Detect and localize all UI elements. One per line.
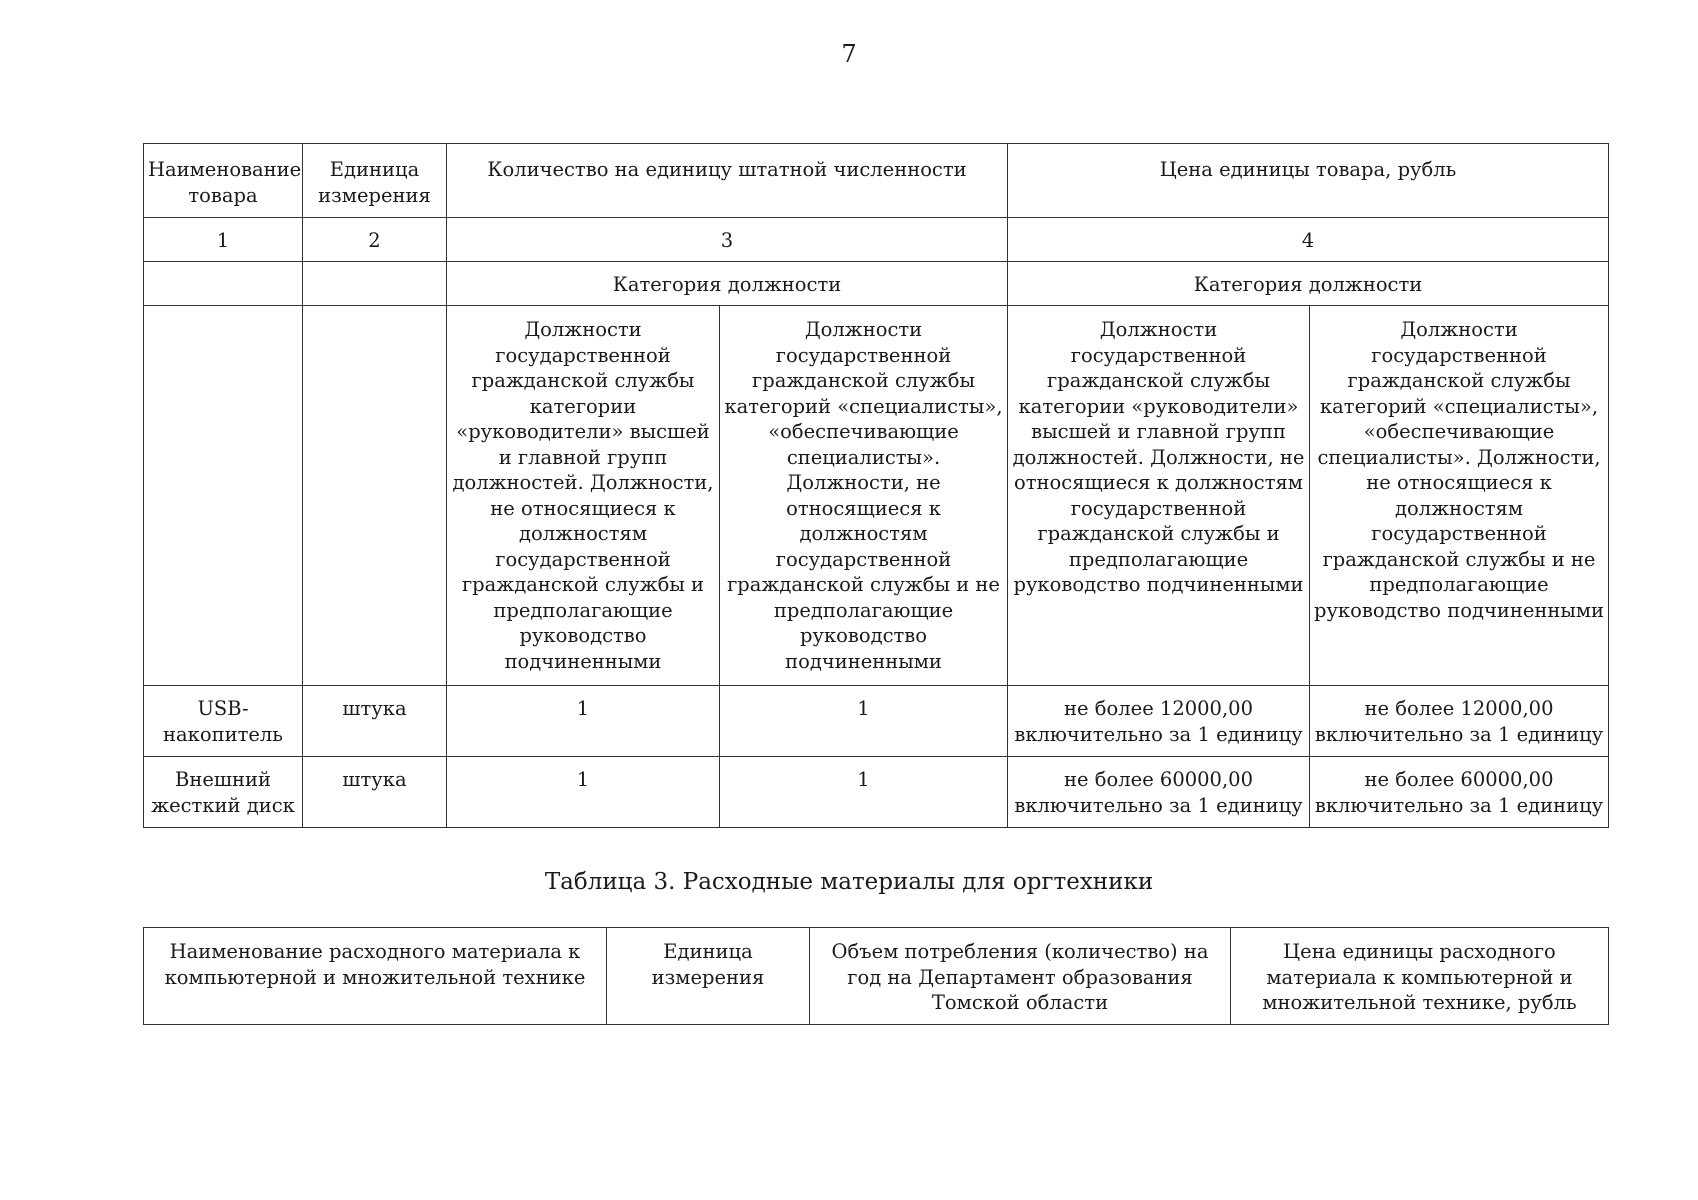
header-consumption-volume: Объем потребления (количество) на год на Департамент образования Томской области (810, 928, 1231, 1025)
category-label-row (144, 262, 1609, 306)
header-price: Цена единицы товара, рубль (1008, 144, 1609, 218)
category-description-row (144, 306, 1609, 686)
table-caption: Таблица 3. Расходные материалы для оргтехники (544, 869, 1154, 895)
price-value: не более 60000,00 включительно за 1 единицу (1310, 757, 1609, 828)
header-unit: Единица измерения (607, 928, 810, 1025)
table-row (144, 686, 1609, 757)
quantity-value: 1 (720, 757, 1008, 828)
category-description: Должности государственной гражданской службы категорий «специалисты», «обеспечивающие специалисты». Должности, не относящиеся к должностям государственной гражданской службы и не предполагающие руководство подчиненными (720, 306, 1008, 686)
header-material-name: Наименование расходного материала к компьютерной и множительной технике (144, 928, 607, 1025)
product-unit: штука (303, 686, 447, 757)
equipment-norms-table (143, 143, 1609, 828)
product-name: Внешний жесткий диск (144, 757, 303, 828)
empty-cell (144, 262, 303, 306)
category-description: Должности государственной гражданской службы категорий «специалисты», «обеспечивающие специалисты». Должности, не относящиеся к должностям государственной гражданской службы и не предполагающие руководство подчиненными (1310, 306, 1609, 686)
header-unit: Единица измерения (303, 144, 447, 218)
category-label-price: Категория должности (1008, 262, 1609, 306)
column-number: 4 (1008, 218, 1609, 262)
product-unit: штука (303, 757, 447, 828)
category-description: Должности государственной гражданской службы категории «руководители» высшей и главной групп должностей. Должности, не относящиеся к должностям государственной гражданской службы и предполагающие руководство подчиненными (1008, 306, 1310, 686)
table-header-row (144, 928, 1609, 1025)
page-number: 7 (841, 40, 857, 68)
empty-cell (144, 306, 303, 686)
price-value: не более 12000,00 включительно за 1 единицу (1310, 686, 1609, 757)
header-quantity: Количество на единицу штатной численности (447, 144, 1008, 218)
header-material-price: Цена единицы расходного материала к компьютерной и множительной технике, рубль (1231, 928, 1609, 1025)
product-name: USB-накопитель (144, 686, 303, 757)
column-number: 3 (447, 218, 1008, 262)
quantity-value: 1 (447, 686, 720, 757)
quantity-value: 1 (720, 686, 1008, 757)
table-header-row (144, 144, 1609, 218)
category-label-quantity: Категория должности (447, 262, 1008, 306)
column-number: 2 (303, 218, 447, 262)
quantity-value: 1 (447, 757, 720, 828)
header-product-name: Наименование товара (144, 144, 303, 218)
consumables-table (143, 927, 1609, 1025)
column-number: 1 (144, 218, 303, 262)
table-row (144, 757, 1609, 828)
empty-cell (303, 262, 447, 306)
category-description: Должности государственной гражданской службы категории «руководители» высшей и главной групп должностей. Должности, не относящиеся к должностям государственной гражданской службы и предполагающие руководство подчиненными (447, 306, 720, 686)
price-value: не более 60000,00 включительно за 1 единицу (1008, 757, 1310, 828)
column-number-row (144, 218, 1609, 262)
price-value: не более 12000,00 включительно за 1 единицу (1008, 686, 1310, 757)
empty-cell (303, 306, 447, 686)
